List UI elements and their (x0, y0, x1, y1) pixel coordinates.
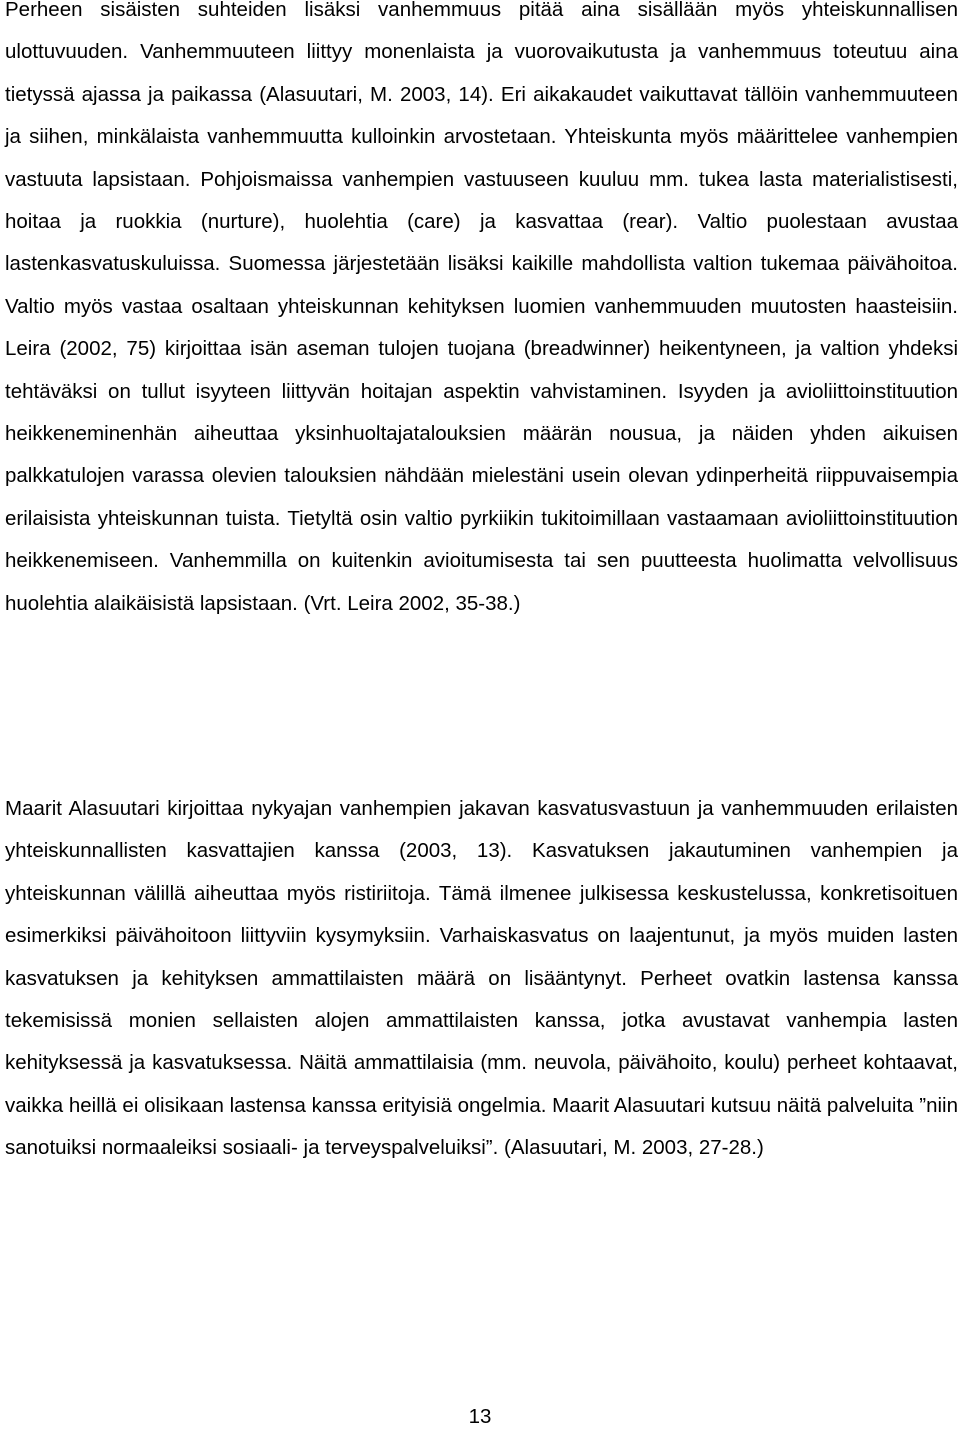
body-paragraph: Perheen sisäisten suhteiden lisäksi vanhemmuus pitää aina sisällään myös yhteiskunnallisen ulottuvuuden. Vanhemmuuteen liittyy monenlaista ja vuorovaikutusta ja vanhemmuus toteutuu aina tietyssä ajassa ja paikassa (Alasuutari, M. 2003, 14). Eri aikakaudet vaikuttavat tällöin vanhemmuuteen ja siihen, minkälaista vanhemmuutta kulloinkin arvostetaan. Yhteiskunta myös määrittelee vanhempien vastuuta lapsistaan. Pohjoismaissa vanhempien vastuuseen kuuluu mm. tukea lasta materialistisesti, hoitaa ja ruokkia (nurture), huolehtia (care) ja kasvattaa (rear). Valtio puolestaan avustaa lastenkasvatuskuluissa. Suomessa järjestetään lisäksi kaikille mahdollista valtion tukemaa päivähoitoa. Valtio myös vastaa osaltaan yhteiskunnan kehityksen luomien vanhemmuuden muutosten haasteisiin. Leira (2002, 75) kirjoittaa isän aseman tulojen tuojana (breadwinner) heikentyneen, ja valtion yhdeksi tehtäväksi on tullut isyyteen liittyvän hoitajan aspektin vahvistaminen. Isyyden ja avioliittoinstituution heikkeneminenhän aiheuttaa yksinhuoltajatalouksien määrän nousua, ja näiden yhden aikuisen palkkatulojen varassa olevien talouksien nähdään mielestäni usein olevan ydinperheitä riippuvaisempia erilaisista yhteiskunnan tuista. Tietyltä osin valtio pyrkiikin tukitoimillaan vastaamaan avioliittoinstituution heikkenemiseen. Vanhemmilla on kuitenkin avioitumisesta tai sen puutteesta huolimatta velvollisuus huolehtia alaikäisistä lapsistaan. (Vrt. Leira 2002, 35-38.) (5, 0, 958, 615)
page-number: 13 (468, 1405, 492, 1428)
body-paragraph: Maarit Alasuutari kirjoittaa nykyajan vanhempien jakavan kasvatusvastuun ja vanhemmuuden erilaisten yhteiskunnallisten kasvattajien kanssa (2003, 13). Kasvatuksen jakautuminen vanhempien ja yhteiskunnan välillä aiheuttaa myös ristiriitoja. Tämä ilmenee julkisessa keskustelussa, konkretisoituen esimerkiksi päivähoitoon liittyviin kysymyksiin. Varhaiskasvatus on laajentunut, ja myös muiden lasten kasvatuksen ja kehityksen ammattilaisten määrä on lisääntynyt. Perheet ovatkin lastensa kanssa tekemisissä monien sellaisten alojen ammattilaisten kanssa, jotka avustavat vanhempia lasten kehityksessä ja kasvatuksessa. Näitä ammattilaisia (mm. neuvola, päivähoito, koulu) perheet kohtaavat, vaikka heillä ei olisikaan lastensa kanssa erityisiä ongelmia. Maarit Alasuutari kutsuu näitä palveluita ”niin sanotuiksi normaaleiksi sosiaali- ja terveyspalveluiksi”. (Alasuutari, M. 2003, 27-28.) (5, 797, 958, 1160)
